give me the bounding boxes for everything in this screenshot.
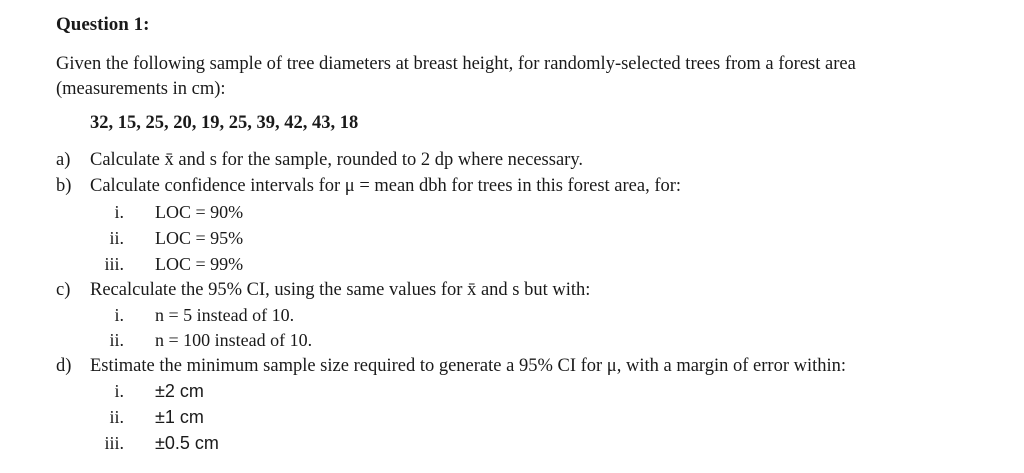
sample-values: 32, 15, 25, 20, 19, 25, 39, 42, 43, 18 xyxy=(90,113,359,133)
part-c-text: Recalculate the 95% CI, using the same values for x̄ and s but with: xyxy=(90,280,591,300)
part-d-item-3-num: iii. xyxy=(104,433,124,453)
part-b-item-2-text: LOC = 95% xyxy=(155,228,244,248)
part-b-item-1-num: i. xyxy=(114,202,124,222)
part-b-text: Calculate confidence intervals for μ = mean dbh for trees in this forest area, for: xyxy=(90,176,682,196)
part-d-item-1-text: ±2 cm xyxy=(155,381,204,401)
question-heading: Question 1: xyxy=(56,14,150,35)
part-c-item-1-text: n = 5 instead of 10. xyxy=(155,305,295,325)
part-c-item-2-num: ii. xyxy=(109,330,124,350)
part-d-letter: d) xyxy=(56,356,72,376)
part-c-letter: c) xyxy=(56,280,71,300)
part-a-text: Calculate x̄ and s for the sample, rounded to 2 dp where necessary. xyxy=(90,150,583,170)
part-b-item-3-text: LOC = 99% xyxy=(155,254,244,274)
part-b-item-3-num: iii. xyxy=(104,254,124,274)
part-d-item-2-num: ii. xyxy=(109,407,124,427)
part-d-item-2-text: ±1 cm xyxy=(155,407,204,427)
part-b-item-2-num: ii. xyxy=(109,228,124,248)
part-d-item-1-num: i. xyxy=(114,381,124,401)
part-d-text: Estimate the minimum sample size required to generate a 95% CI for μ, with a margin of error within: xyxy=(90,356,847,376)
part-b-letter: b) xyxy=(56,176,72,196)
part-c-item-2-text: n = 100 instead of 10. xyxy=(155,330,313,350)
part-b-item-1-text: LOC = 90% xyxy=(155,202,244,222)
question-intro: Given the following sample of tree diameters at breast height, for randomly-selected trees from a forest area (measurements in cm): xyxy=(56,54,856,99)
part-c-item-1-num: i. xyxy=(114,305,124,325)
part-d-item-3-text: ±0.5 cm xyxy=(155,433,219,453)
part-a-letter: a) xyxy=(56,150,71,170)
